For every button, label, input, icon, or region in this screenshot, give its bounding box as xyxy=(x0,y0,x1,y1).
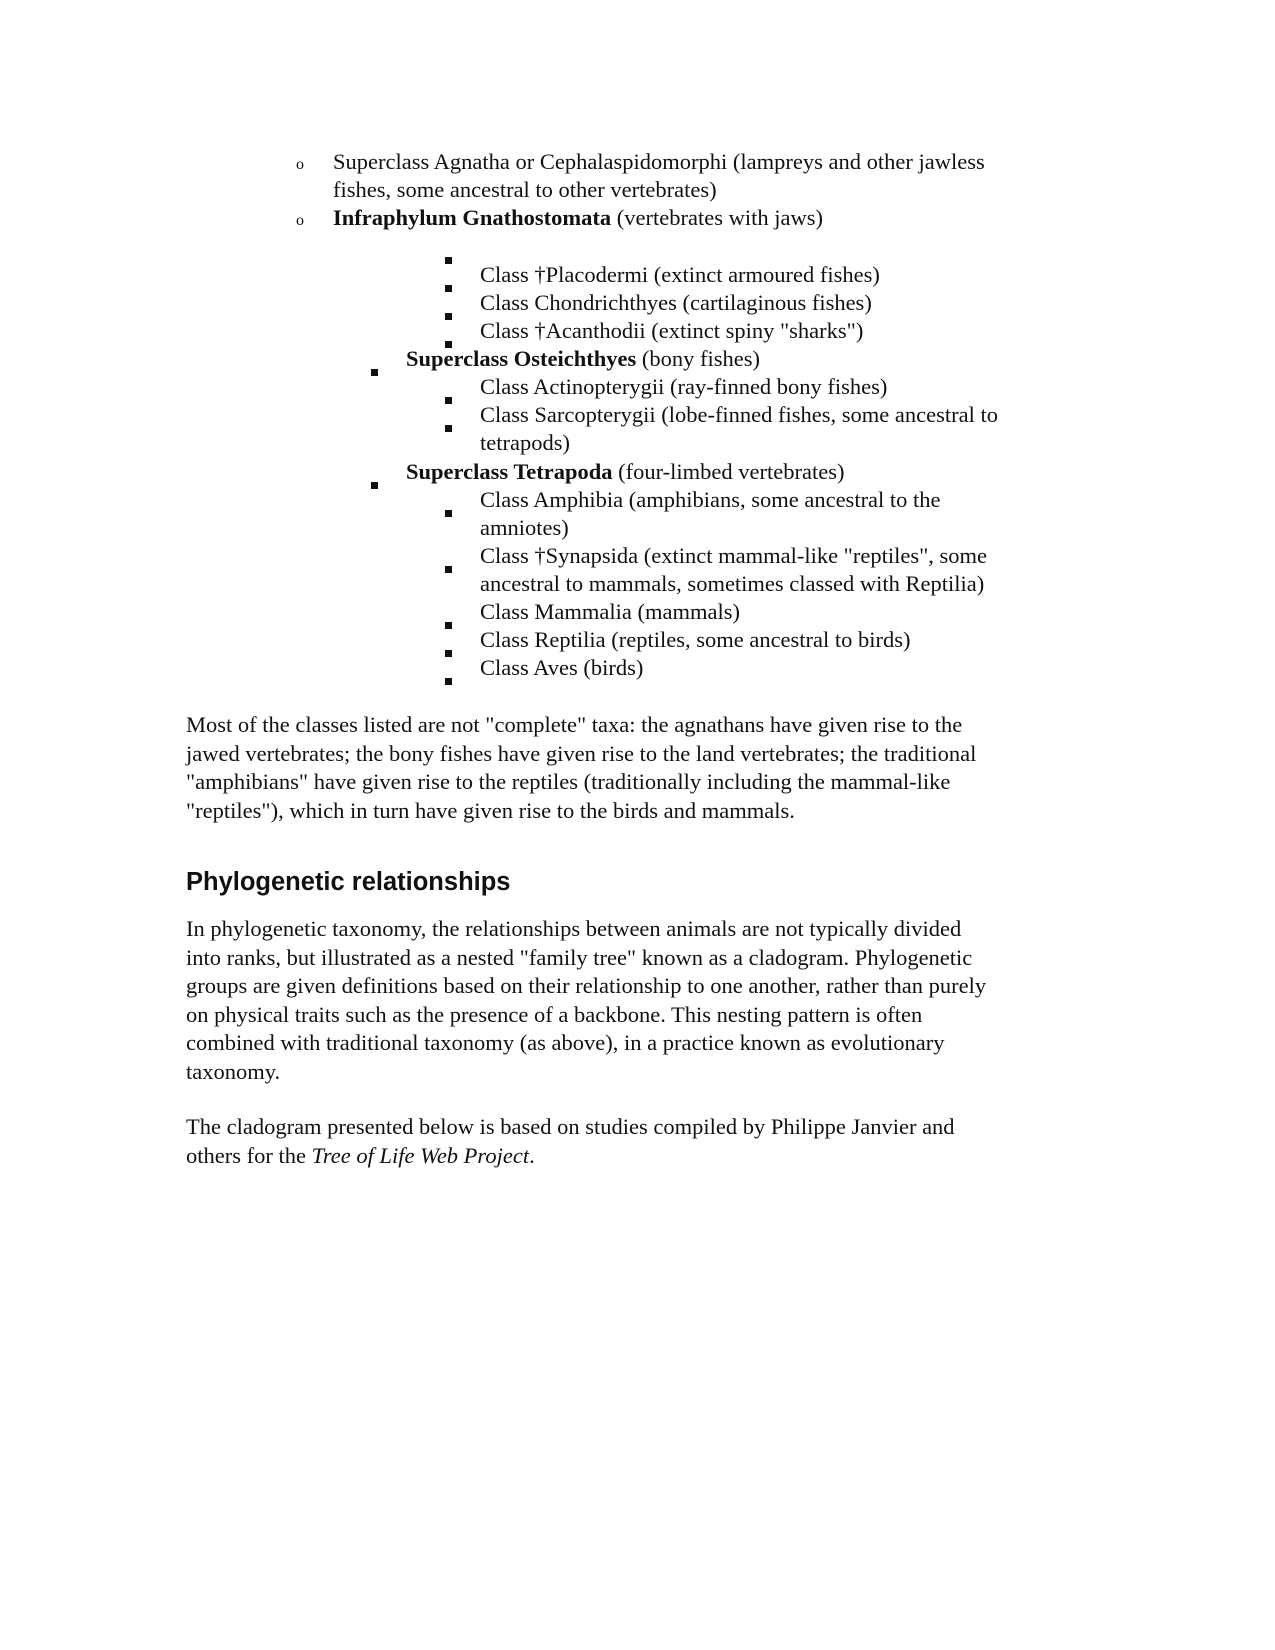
gnathostomata-desc: (vertebrates with jaws) xyxy=(611,205,823,230)
synapsida-line-2: ancestral to mammals, sometimes classed with Reptilia) xyxy=(480,571,985,596)
square-bullet-icon xyxy=(445,271,452,300)
square-bullet-icon xyxy=(371,355,378,384)
square-bullet-icon xyxy=(445,299,452,328)
square-bullet-icon xyxy=(445,608,452,637)
paragraph-line: In phylogenetic taxonomy, the relationships between animals are not typically divided xyxy=(186,916,962,941)
sarcopterygii-line-1: Class Sarcopterygii (lobe-finned fishes, some ancestral to xyxy=(480,402,998,427)
paragraph-line: "reptiles"), which in turn have given rise to the birds and mammals. xyxy=(186,797,795,823)
agnatha-line-1: Superclass Agnatha or Cephalaspidomorphi (lampreys and other jawless xyxy=(333,149,985,174)
square-bullet-icon xyxy=(445,411,452,440)
gnathostomata-name: Infraphylum Gnathostomata xyxy=(333,205,612,230)
paragraph-line: Most of the classes listed are not "complete" taxa: the agnathans have given rise to the xyxy=(186,712,963,737)
paragraph-line: combined with traditional taxonomy (as above), in a practice known as evolutionary xyxy=(186,1030,945,1055)
square-bullet-icon xyxy=(371,468,378,497)
circle-bullet-icon: o xyxy=(296,212,304,229)
square-bullet-icon xyxy=(445,552,452,581)
sarcopterygii-line-2: tetrapods) xyxy=(480,430,570,455)
paragraph-line: "amphibians" have given rise to the reptiles (traditionally including the mammal-like xyxy=(186,769,951,794)
amphibia-line-1: Class Amphibia (amphibians, some ancestral to the xyxy=(480,487,941,512)
acanthodii-item: Class †Acanthodii (extinct spiny "sharks") xyxy=(480,318,864,343)
tetrapoda-item xyxy=(406,458,844,487)
square-bullet-icon xyxy=(445,664,452,693)
gnathostomata-item xyxy=(333,204,823,233)
paragraph-line xyxy=(186,1142,1086,1171)
paragraph-line: into ranks, but illustrated as a nested "family tree" known as a cladogram. Phylogenetic xyxy=(186,944,973,970)
paragraph-line: The cladogram presented below is based on studies compiled by Philippe Janvier and xyxy=(186,1114,955,1139)
mammalia-item: Class Mammalia (mammals) xyxy=(480,599,740,624)
line-prefix: others for the xyxy=(186,1142,312,1168)
paragraph-line: taxonomy. xyxy=(186,1058,281,1084)
osteichthyes-item xyxy=(406,345,760,374)
tree-of-life-title: Tree of Life Web Project xyxy=(311,1142,530,1168)
actinopterygii-item: Class Actinopterygii (ray-finned bony fishes) xyxy=(480,374,888,399)
aves-item: Class Aves (birds) xyxy=(480,655,644,680)
synapsida-line-1: Class †Synapsida (extinct mammal-like "reptiles", some xyxy=(480,543,988,568)
classes-paragraph xyxy=(186,711,1086,825)
phylogenetic-paragraph xyxy=(186,915,1086,1086)
paragraph-line: jawed vertebrates; the bony fishes have given rise to the land vertebrates; the traditional xyxy=(186,740,977,766)
line-suffix: . xyxy=(529,1142,535,1168)
square-bullet-icon xyxy=(445,496,452,525)
section-heading: Phylogenetic relationships xyxy=(186,868,511,896)
agnatha-line-2: fishes, some ancestral to other vertebrates) xyxy=(333,177,717,202)
paragraph-line: groups are given definitions based on their relationship to one another, rather than purely xyxy=(186,973,987,998)
tetrapoda-name: Superclass Tetrapoda xyxy=(406,459,613,484)
cladogram-paragraph xyxy=(186,1113,1086,1170)
amphibia-line-2: amniotes) xyxy=(480,515,569,540)
placodermi-item: Class †Placodermi (extinct armoured fishes) xyxy=(480,262,880,287)
chondrichthyes-item: Class Chondrichthyes (cartilaginous fishes) xyxy=(480,290,872,315)
tetrapoda-desc: (four-limbed vertebrates) xyxy=(612,459,845,484)
osteichthyes-desc: (bony fishes) xyxy=(636,346,760,371)
square-bullet-icon xyxy=(445,243,452,272)
circle-bullet-icon: o xyxy=(296,156,304,173)
reptilia-item: Class Reptilia (reptiles, some ancestral to birds) xyxy=(480,627,911,652)
square-bullet-icon xyxy=(445,383,452,412)
paragraph-line: on physical traits such as the presence of a backbone. This nesting pattern is often xyxy=(186,1001,923,1027)
osteichthyes-name: Superclass Osteichthyes xyxy=(406,346,637,371)
square-bullet-icon xyxy=(445,636,452,665)
